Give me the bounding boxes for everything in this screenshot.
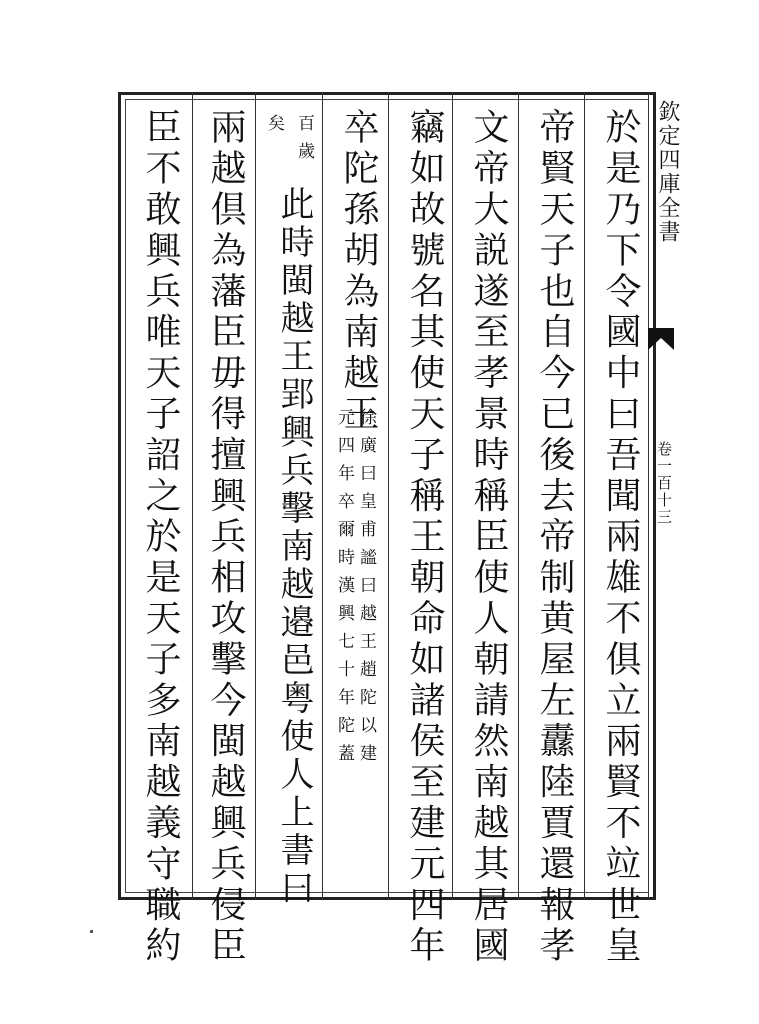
text-column-3: 文帝大説遂至孝景時稱臣使人朝請然南越其居國 [468,108,509,967]
text-column-1: 於是乃下令國中曰吾聞兩雄不俱立兩賢不竝世皇 [600,108,641,967]
column-rule [388,92,389,900]
fishtail-mark [648,328,674,350]
commentary-line-b: 元四年卒爾時漢興七十年陀蓋 [334,408,354,772]
column-rule [192,92,193,900]
commentary-continuation-b: 矣 [264,114,284,142]
margin-banner [652,96,680,896]
column-rule [322,92,323,900]
commentary-continuation-a: 百歲 [294,114,314,170]
text-column-2: 帝賢天子也自今已後去帝制黄屋左纛陸賈還報孝 [534,108,575,967]
text-column-4: 竊如故號名其使天子稱王朝命如諸侯至建元四年 [404,108,445,967]
page-frame [118,92,656,900]
text-column-7: 兩越倶為藩臣毋得擅興兵相攻擊今閩越興兵侵臣 [205,108,246,967]
book-title: 欽定四庫全書 [655,100,680,244]
column-rule [452,92,453,900]
column-rule [584,92,585,900]
column-6-main: 此時閩越王郢興兵擊南越邉邑粤使人上書曰 [274,186,314,908]
commentary-line-a: 徐廣曰皇甫謐曰越王趙陀以建 [356,408,376,772]
column-rule [255,92,256,900]
text-column-8: 臣不敢興兵唯天子詔之於是天子多南越義守職約 [140,108,181,967]
column-rule [648,92,649,900]
column-5-main: 卒陀孫胡為南越王 [338,108,379,436]
column-rule [518,92,519,900]
volume-number: 卷一百十三 [655,441,673,526]
paper-speck [90,930,93,933]
